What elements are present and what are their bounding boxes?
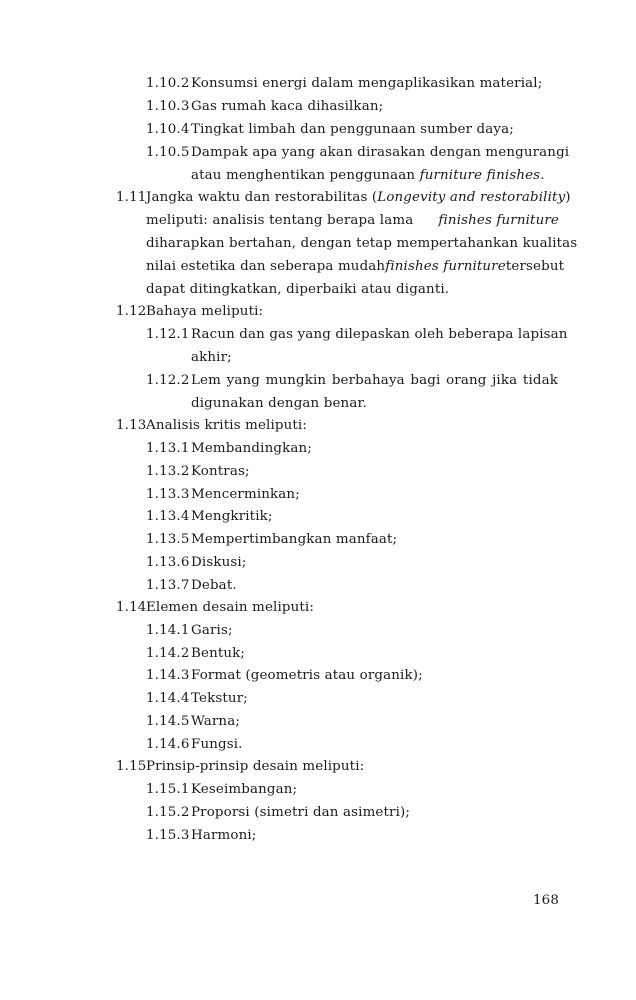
section-heading: 1.14Elemen desain meliputi: — [116, 600, 315, 615]
list-item-continuation: atau menghentikan penggunaan furniture finishes. — [191, 168, 545, 183]
list-item: 1.10.5 Dampak apa yang akan dirasakan dengan mengurangi — [146, 145, 570, 160]
list-item: 1.10.3 Gas rumah kaca dihasilkan; — [146, 99, 384, 114]
section-heading: 1.13Analisis kritis meliputi: — [116, 418, 308, 433]
list-item: 1.13.3 Mencerminkan; — [146, 487, 300, 502]
section-heading: 1.11 Jangka waktu dan restorabilitas ( Longevity and restorability) — [116, 190, 571, 205]
list-item: 1.14.2 Bentuk; — [146, 646, 246, 661]
list-item: 1.14.4 Tekstur; — [146, 691, 248, 706]
page-number: 168 — [532, 893, 559, 908]
list-item-continuation: digunakan dengan benar. — [191, 396, 367, 411]
list-item: 1.14.6 Fungsi. — [146, 737, 243, 752]
paragraph-line: dapat ditingkatkan, diperbaiki atau diganti. — [146, 282, 450, 297]
list-item: 1.12.1 Racun dan gas yang dilepaskan oleh beberapa lapisan — [146, 327, 568, 342]
list-item: 1.15.3 Harmoni; — [146, 828, 257, 843]
list-item: 1.13.5 Mempertimbangkan manfaat; — [146, 532, 398, 547]
section-heading: 1.15Prinsip-prinsip desain meliputi: — [116, 759, 365, 774]
list-item: 1.15.1 Keseimbangan; — [146, 782, 298, 797]
list-item: 1.14.5 Warna; — [146, 714, 241, 729]
paragraph-line: nilai estetika dan seberapa mudah finishes furniture tersebut — [146, 259, 565, 274]
list-item: 1.10.2 Konsumsi energi dalam mengaplikasikan material; — [146, 76, 543, 91]
list-item-continuation: akhir; — [191, 350, 232, 365]
list-item: 1.15.2 Proporsi (simetri dan asimetri); — [146, 805, 411, 820]
list-item: 1.10.4 Tingkat limbah dan penggunaan sumber daya; — [146, 122, 514, 137]
paragraph-line: meliputi: analisis tentang berapa lama finishes furniture — [146, 213, 559, 228]
list-item: 1.12.2 Lem yang mungkin berbahaya bagi orang jika tidak — [146, 373, 558, 388]
list-item: 1.13.1 Membandingkan; — [146, 441, 312, 456]
list-item: 1.14.1 Garis; — [146, 623, 233, 638]
list-item: 1.13.2 Kontras; — [146, 464, 250, 479]
list-item: 1.13.6 Diskusi; — [146, 555, 247, 570]
list-item: 1.14.3 Format (geometris atau organik); — [146, 668, 423, 683]
section-heading: 1.12Bahaya meliputi: — [116, 304, 264, 319]
list-item: 1.13.4 Mengkritik; — [146, 509, 273, 524]
paragraph-line: diharapkan bertahan, dengan tetap mempertahankan kualitas — [146, 236, 578, 251]
list-item: 1.13.7 Debat. — [146, 578, 237, 593]
